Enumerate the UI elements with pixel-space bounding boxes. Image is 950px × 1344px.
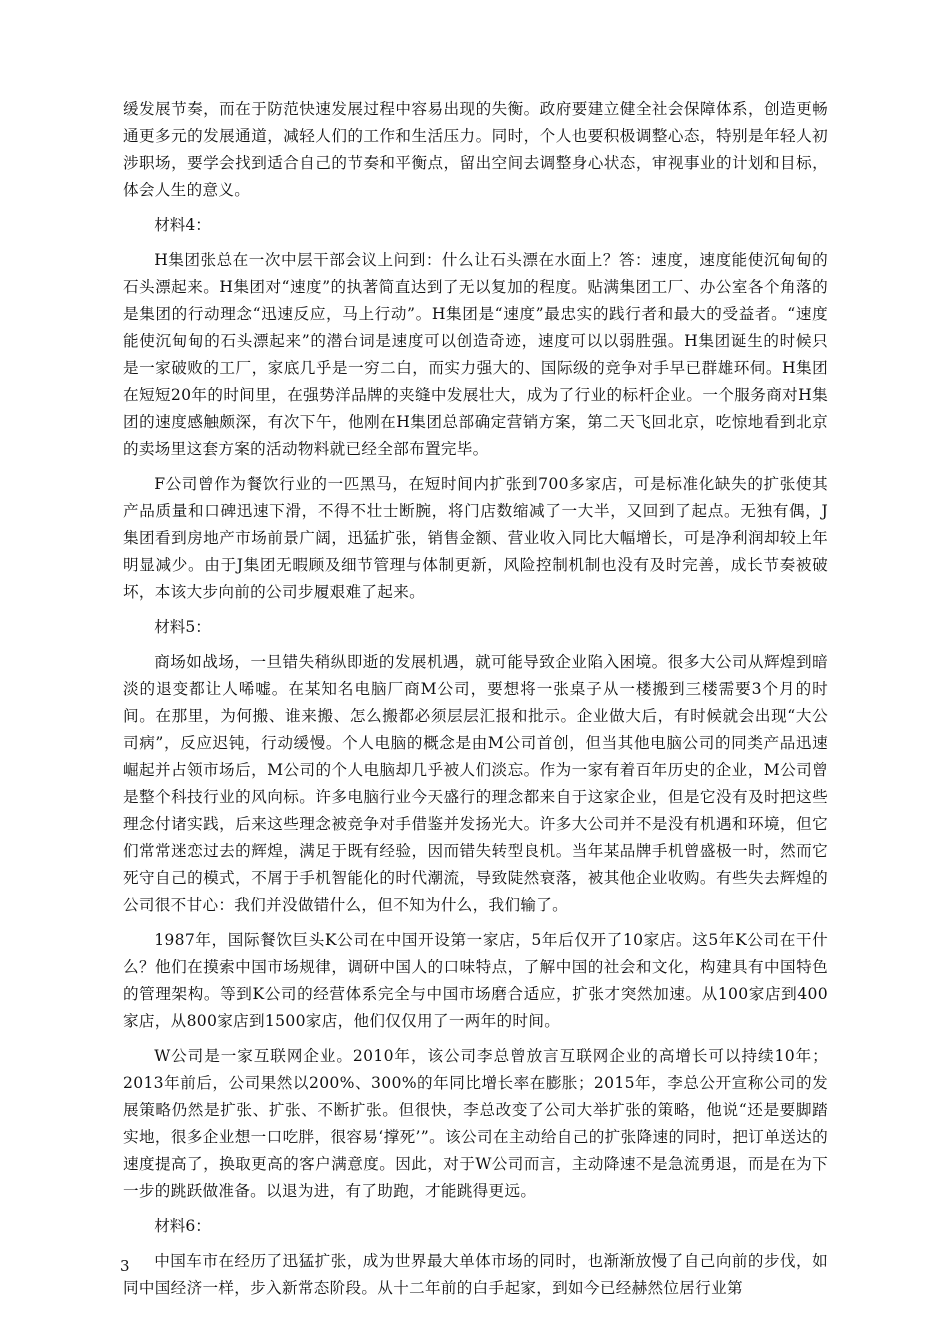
paragraph-k-company: 1987年，国际餐饮巨头K公司在中国开设第一家店，5年后仅开了10家店。这5年K公司在干什么？他们在摸索中国市场规律，调研中国人的口味特点，了解中国的社会和文化，构建具有中国特色的管理架构。等到K公司的经营体系完全与中国市场磨合适应，扩张才突然加速。从100家店到400家店，从800家店到1500家店，他们仅仅用了一两年的时间。: [123, 931, 828, 1030]
section-heading-material-5: 材料5：: [154, 618, 211, 636]
paragraph-continued: 缓发展节奏，而在于防范快速发展过程中容易出现的失衡。政府要建立健全社会保障体系，创造更畅通更多元的发展通道，减轻人们的工作和生活压力。同时，个人也要积极调整心态，特别是年轻人初涉职场，要学会找到适合自己的节奏和平衡点，留出空间去调整身心状态，审视事业的计划和目标，体会人生的意义。: [123, 100, 828, 199]
paragraph-m-company: 商场如战场，一旦错失稍纵即逝的发展机遇，就可能导致企业陷入困境。很多大公司从辉煌到暗淡的退变都让人唏嘘。在某知名电脑厂商M公司，要想将一张桌子从一楼搬到三楼需要3个月的时间。在那里，为何搬、谁来搬、怎么搬都必须层层汇报和批示。企业做大后，有时候就会出现“大公司病”，反应迟钝，行动缓慢。个人电脑的概念是由M公司首创，但当其他电脑公司的同类产品迅速崛起并占领市场后，M公司的个人电脑却几乎被人们淡忘。作为一家有着百年历史的企业，M公司曾是整个科技行业的风向标。许多电脑行业今天盛行的理念都来自于这家企业，但是它没有及时把这些理念付诸实践，后来这些理念被竞争对手借鉴并发扬光大。许多大公司并不是没有机遇和环境，但它们常常迷恋过去的辉煌，满足于既有经验，因而错失转型良机。当年某品牌手机曾盛极一时，然而它死守自己的模式，不屑于手机智能化的时代潮流，导致陡然衰落，被其他企业收购。有些失去辉煌的公司很不甘心：我们并没做错什么，但不知为什么，我们输了。: [123, 653, 828, 914]
document-body: [123, 96, 828, 1310]
paragraph-h-group: H集团张总在一次中层干部会议上问到：什么让石头漂在水面上？答：速度，速度能使沉甸甸的石头漂起来。H集团对“速度”的执著简直达到了无以复加的程度。贴满集团工厂、办公室各个角落的是集团的行动理念“迅速反应，马上行动”。H集团是“速度”最忠实的践行者和最大的受益者。“速度能使沉甸甸的石头漂起来”的潜台词是速度可以创造奇迹，速度可以以弱胜强。H集团诞生的时候只是一家破败的工厂，家底几乎是一穷二白，而实力强大的、国际级的竞争对手早已群雄环伺。H集团在短短20年的时间里，在强势洋品牌的夹缝中发展壮大，成为了行业的标杆企业。一个服务商对H集团的速度感触颇深，有次下午，他刚在H集团总部确定营销方案，第二天飞回北京，吃惊地看到北京的卖场里这套方案的活动物料就已经全部布置完毕。: [123, 251, 828, 458]
paragraph-w-company: W公司是一家互联网企业。2010年，该公司李总曾放言互联网企业的高增长可以持续10年；2013年前后，公司果然以200%、300%的年同比增长率在膨胀；2015年，李总公开宣称公司的发展策略仍然是扩张、扩张、不断扩张。但很快，李总改变了公司大举扩张的策略，他说“还是要脚踏实地，很多企业想一口吃胖，很容易‘撑死’”。该公司在主动给自己的扩张降速的同时，把订单送达的速度提高了，换取更高的客户满意度。因此，对于W公司而言，主动降速不是急流勇退，而是在为下一步的跳跃做准备。以退为进，有了助跑，才能跳得更远。: [123, 1047, 828, 1200]
section-heading-material-6: 材料6：: [154, 1217, 211, 1235]
page-number: 3: [120, 1257, 130, 1275]
section-heading-material-4: 材料4：: [154, 216, 211, 234]
paragraph-car-market: 中国车市在经历了迅猛扩张，成为世界最大单体市场的同时，也渐渐放慢了自己向前的步伐，如同中国经济一样，步入新常态阶段。从十二年前的白手起家，到如今已经赫然位居行业第: [123, 1252, 828, 1297]
paragraph-f-company: F公司曾作为餐饮行业的一匹黑马，在短时间内扩张到700多家店，可是标准化缺失的扩张使其产品质量和口碑迅速下滑，不得不壮士断腕，将门店数缩减了一大半，又回到了起点。无独有偶，J集团看到房地产市场前景广阔，迅猛扩张，销售金额、营业收入同比大幅增长，可是净利润却较上年明显减少。由于J集团无暇顾及细节管理与体制更新，风险控制机制也没有及时完善，成长节奏被破坏，本该大步向前的公司步履艰难了起来。: [123, 475, 828, 601]
